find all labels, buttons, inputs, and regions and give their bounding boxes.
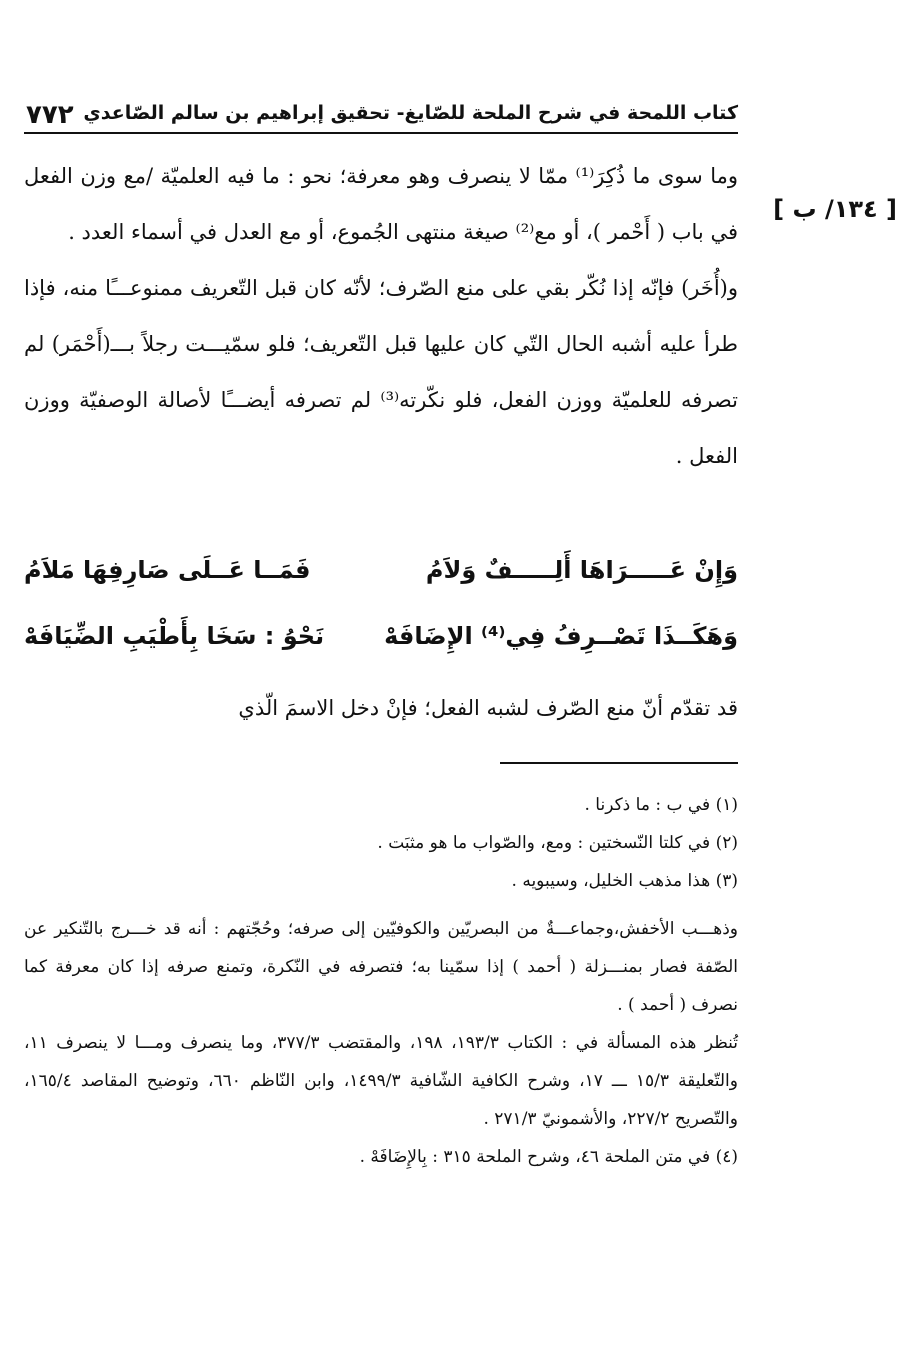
continuation-line: قد تقدّم أنّ منع الصّرف لشبه الفعل؛ فإنْ دخل الاسمَ الّذي <box>238 696 738 720</box>
page-number: ٧٧٢ <box>26 100 74 130</box>
footnote-3-references: تُنظر هذه المسألة في : الكتاب ١٩٣/٣، ١٩٨، والمقتضب ٣٧٧/٣، وما ينصرف ومـــا لا ينصرف ١١، والتّعليقة ١٥/٣ ـــ ١٧، وشرح الكافية الشّافية ١٤٩٩/٣، وابن النّاظم ٦٦٠، وتوضيح المقاصد ١٦٥/٤، والتّصريح ٢٢٧/٢، والأشمونيّ ٢٧١/٣ . <box>24 1033 739 1129</box>
footnote-3-continuation: وذهـــب الأخفش،وجماعـــةٌ من البصريّين والكوفيّين إلى صرفه؛ وحُجّتهم : أنه قد خـــرج بالتّنكير عن الصّفة فصار بمنـــزلة ( أحمد ) إذا سمّينا به؛ فتصرفه في النّكرة، وتمنع صرفه إذا كان معرفة كما نصرف ( أحمد ) . <box>24 919 738 1015</box>
verse-1-second-hemistich: فَمَــا عَــلَى صَارِفِهَا مَلاَمُ <box>24 556 311 584</box>
footnote-4: (٤) في متن الملحة ٤٦، وشرح الملحة ٣١٥ : بِالإِضَافَهْ . <box>359 1147 738 1167</box>
paragraph-1: وما سوى ما ذُكِرَ⁽¹⁾ ممّا لا ينصرف وهو معرفة؛ نحو : ما فيه العلميّة /مع وزن الفعل في باب ( أَحْمر )، أو مع⁽²⁾ صيغة منتهى الجُموع، أو مع العدل في أسماء العدد . <box>24 164 738 244</box>
verse-2-first-hemistich: وَهَكَــذَا تَصْــرِفُ فِي⁽⁴⁾ الإِضَافَهْ <box>384 622 738 650</box>
main-text <box>24 148 738 484</box>
paragraph-2: و(أُخَر) فإنّه إذا نُكّر بقي على منع الصّرف؛ لأنّه كان قبل التّعريف ممنوعـــًا منه، فإذا طرأ عليه أشبه الحال التّي كان عليها قبل التّعريف؛ فلو سمّيـــت رجلاً بـــ(أَحْمَر) لم تصرفه للعلميّة ووزن الفعل، فلو نكّرته⁽³⁾ لم تصرفه أيضـــًا لأصالة الوصفيّة ووزن الفعل . <box>24 276 738 468</box>
verse-2-second-hemistich: نَحْوُ : سَخَا بِأَطْيَبِ الضِّيَافَهْ <box>24 622 325 650</box>
verse-line-2 <box>24 614 738 664</box>
footnote-1: (١) في ب : ما ذكرنا . <box>584 795 738 815</box>
manuscript-folio-ref: [ ١٣٤/ ب ] <box>773 195 897 223</box>
footnote-3: (٣) هذا مذهب الخليل، وسيبويه . <box>511 871 738 891</box>
running-title: كتاب اللمحة في شرح الملحة للصّايغ- تحقيق إبراهيم بن سالم الصّاعدي <box>83 102 738 124</box>
footnote-separator <box>500 762 738 764</box>
verse-line-1 <box>24 548 738 598</box>
page-header <box>24 100 738 134</box>
verse-1-first-hemistich: وَإِنْ عَـــــرَاهَا أَلِـــــفٌ وَلاَمُ <box>425 556 738 584</box>
footnotes <box>24 786 738 1176</box>
footnote-2: (٢) في كلتا النّسختين : ومع، والصّواب ما هو مثبَت . <box>377 833 738 853</box>
